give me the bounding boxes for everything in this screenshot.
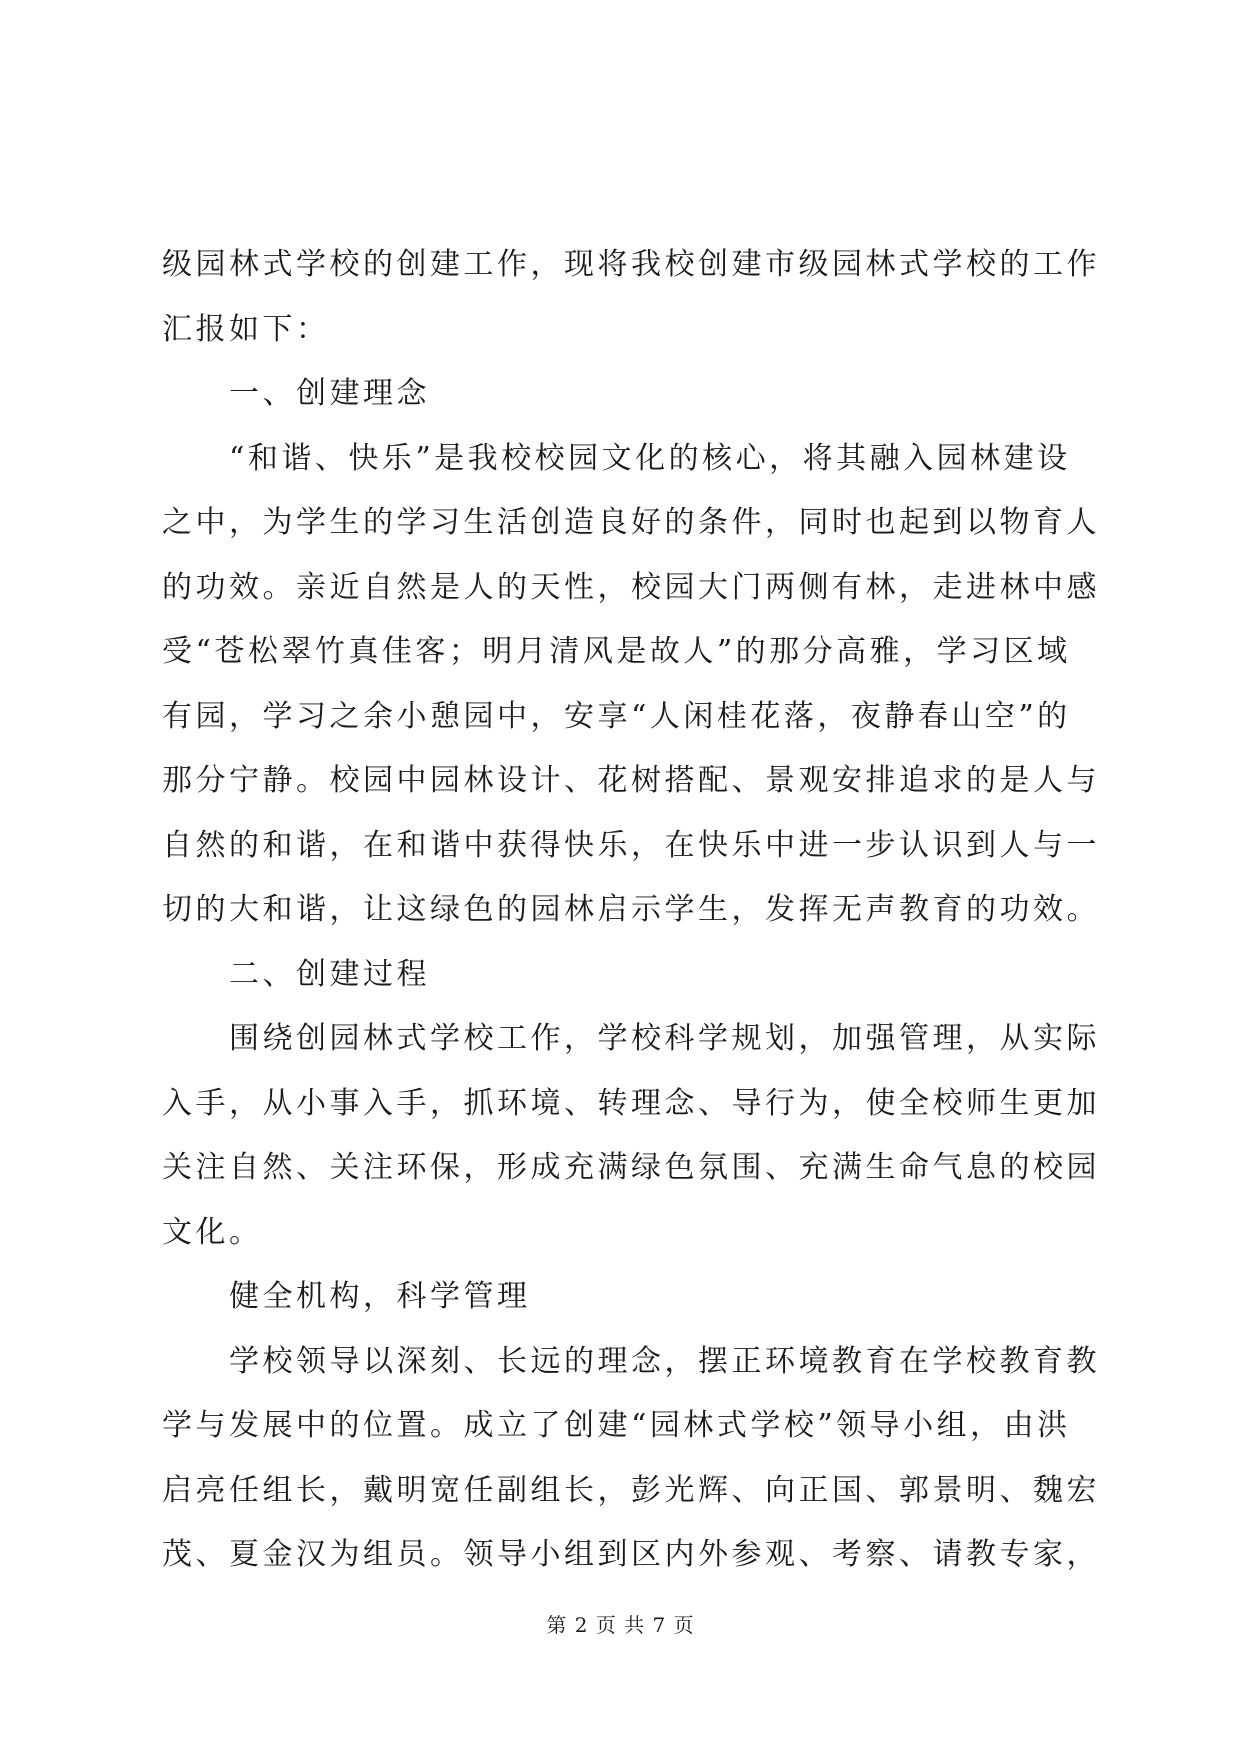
text-line: 那分宁静。校园中园林设计、花树搭配、景观安排追求的是人与 [162,763,1100,798]
section-heading: 一、创建理念 [229,376,430,411]
text-line: 汇报如下： [162,311,330,347]
text-line: 茂、夏金汉为组员。领导小组到区内外参观、考察、请教专家， [162,1537,1100,1572]
text-line: 有园，学习之余小憩园中，安享“人闲桂花落，夜静春山空”的 [162,698,1071,734]
text-line: 入手，从小事入手，抓环境、转理念、导行为，使全校师生更加 [162,1085,1100,1121]
text-line: 学校领导以深刻、长远的理念，摆正环境教育在学校教育教 [229,1343,1100,1379]
text-line: 切的大和谐，让这绿色的园林启示学生，发挥无声教育的功效。 [162,892,1100,927]
text-line: 的功效。亲近自然是人的天性，校园大门两侧有林，走进林中感 [162,569,1100,605]
text-line: 围绕创园林式学校工作，学校科学规划，加强管理，从实际 [229,1021,1100,1056]
document-body [162,233,1100,1588]
page-number-label: 第 2 页 共 7 页 [546,1613,695,1637]
text-line: 受“苍松翠竹真佳客；明月清风是故人”的那分高雅，学习区域 [162,634,1071,669]
subsection-heading: 健全机构，科学管理 [229,1279,531,1314]
page-footer [0,1609,1241,1638]
text-line: 自然的和谐，在和谐中获得快乐，在快乐中进一步认识到人与一 [162,827,1100,863]
text-line: 关注自然、关注环保，形成充满绿色氛围、充满生命气息的校园 [162,1150,1100,1185]
text-line: 学与发展中的位置。成立了创建“园林式学校”领导小组，由洪 [162,1408,1071,1443]
text-line: “和谐、快乐”是我校校园文化的核心，将其融入园林建设 [229,440,1071,476]
text-line: 级园林式学校的创建工作，现将我校创建市级园林式学校的工作 [162,247,1100,282]
text-line: 之中，为学生的学习生活创造良好的条件，同时也起到以物育人 [162,505,1100,540]
section-heading: 二、创建过程 [229,956,430,992]
text-line: 文化。 [162,1214,263,1250]
text-line: 启亮任组长，戴明宽任副组长，彭光辉、向正国、郭景明、魏宏 [162,1472,1100,1508]
